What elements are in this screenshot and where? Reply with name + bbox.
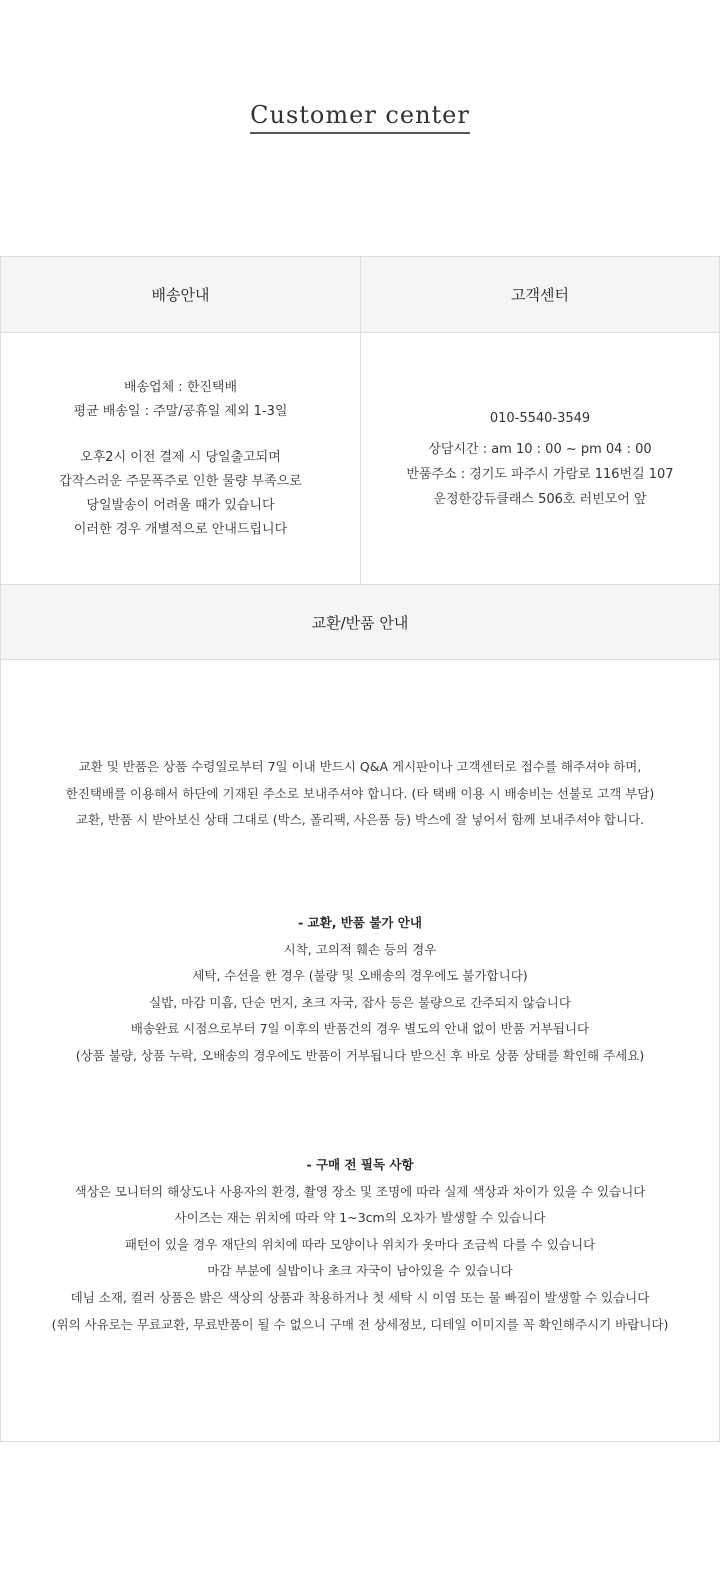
consult-hours: 상담시간 : am 10 : 00 ~ pm 04 : 00 <box>428 441 652 457</box>
must-read-item: 마감 부분에 실밥이나 초크 자국이 남아있을 수 있습니다 <box>207 1263 513 1279</box>
must-read-item: 색상은 모니터의 해상도나 사용자의 환경, 촬영 장소 및 조명에 따라 실제 색상과 차이가 있을 수 있습니다 <box>74 1183 646 1199</box>
must-read-section <box>1 1152 719 1338</box>
not-allowed-item: 실밥, 마감 미흡, 단순 먼지, 초크 자국, 잡사 등은 불량으로 간주되지 않습니다 <box>149 994 571 1010</box>
exchange-info <box>1 660 719 1441</box>
must-read-title: - 구매 전 필독 사항 <box>306 1157 414 1172</box>
exchange-intro-line: 한진택배를 이용해서 하단에 기재된 주소로 보내주셔야 합니다. (타 택배 이용 시 배송비는 선불로 고객 부담) <box>65 785 655 801</box>
not-allowed-item: 세탁, 수선을 한 경우 (불량 및 오배송의 경우에도 불가합니다) <box>192 968 528 984</box>
shipping-note-1: 오후2시 이전 결제 시 당일출고되며 <box>80 449 281 465</box>
must-read-item: 데님 소재, 컬러 상품은 밝은 색상의 상품과 착용하거나 첫 세탁 시 이염 또는 물 빠짐이 발생할 수 있습니다 <box>70 1289 650 1305</box>
info-header-row <box>1 257 719 333</box>
shipping-header: 배송안내 <box>151 286 210 304</box>
shipping-note-3: 당일발송이 어려울 때가 있습니다 <box>86 497 275 513</box>
not-allowed-section <box>1 910 719 1070</box>
not-allowed-item: (상품 불량, 상품 누락, 오배송의 경우에도 반품이 거부됩니다 받으신 후 바로 상품 상태를 확인해 주세요) <box>75 1047 645 1063</box>
shipping-note-2: 갑작스러운 주문폭주로 인한 물량 부족으로 <box>59 473 302 489</box>
not-allowed-item: 배송완료 시점으로부터 7일 이후의 반품건의 경우 별도의 안내 없이 반품 거부됩니다 <box>130 1021 590 1037</box>
exchange-intro <box>1 754 719 834</box>
return-address-line-2: 운정한강듀클래스 506호 러빈모어 앞 <box>433 491 647 507</box>
not-allowed-title: - 교환, 반품 불가 안내 <box>298 915 422 930</box>
not-allowed-item: 시착, 고의적 훼손 등의 경우 <box>283 941 437 957</box>
must-read-item: (위의 사유로는 무료교환, 무료반품이 될 수 없으니 구매 전 상세정보, 디테일 이미지를 꼭 확인해주시기 바랍니다) <box>51 1316 669 1332</box>
shipping-carrier: 배송업체 : 한진택배 <box>123 379 238 395</box>
page-title: Customer center <box>250 100 470 134</box>
must-read-item: 사이즈는 재는 위치에 따라 약 1~3cm의 오차가 발생할 수 있습니다 <box>174 1210 546 1226</box>
exchange-intro-line: 교환 및 반품은 상품 수령일로부터 7일 이내 반드시 Q&A 게시판이나 고객센터로 접수를 해주셔야 하며, <box>78 759 642 774</box>
page-title-wrap <box>0 100 720 134</box>
return-address-line-1: 반품주소 : 경기도 파주시 가람로 116번길 107 <box>406 466 674 482</box>
customer-service-header: 고객센터 <box>360 257 719 332</box>
shipping-note-4: 이러한 경우 개별적으로 안내드립니다 <box>73 521 288 537</box>
info-body-row <box>1 333 719 585</box>
phone-number[interactable]: 010-5540-3549 <box>489 410 591 426</box>
exchange-intro-line: 교환, 반품 시 받아보신 상태 그대로 (박스, 폴리팩, 사은품 등) 박스에 잘 넣어서 함께 보내주셔야 합니다. <box>75 812 645 828</box>
customer-service-info <box>360 333 719 584</box>
must-read-item: 패턴이 있을 경우 재단의 위치에 따라 모양이나 위치가 옷마다 조금씩 다를 수 있습니다 <box>124 1236 596 1252</box>
shipping-info <box>1 333 360 584</box>
info-table <box>0 256 720 1442</box>
shipping-average-days: 평균 배송일 : 주말/공휴일 제외 1-3일 <box>73 403 288 419</box>
exchange-header: 교환/반품 안내 <box>1 585 719 660</box>
